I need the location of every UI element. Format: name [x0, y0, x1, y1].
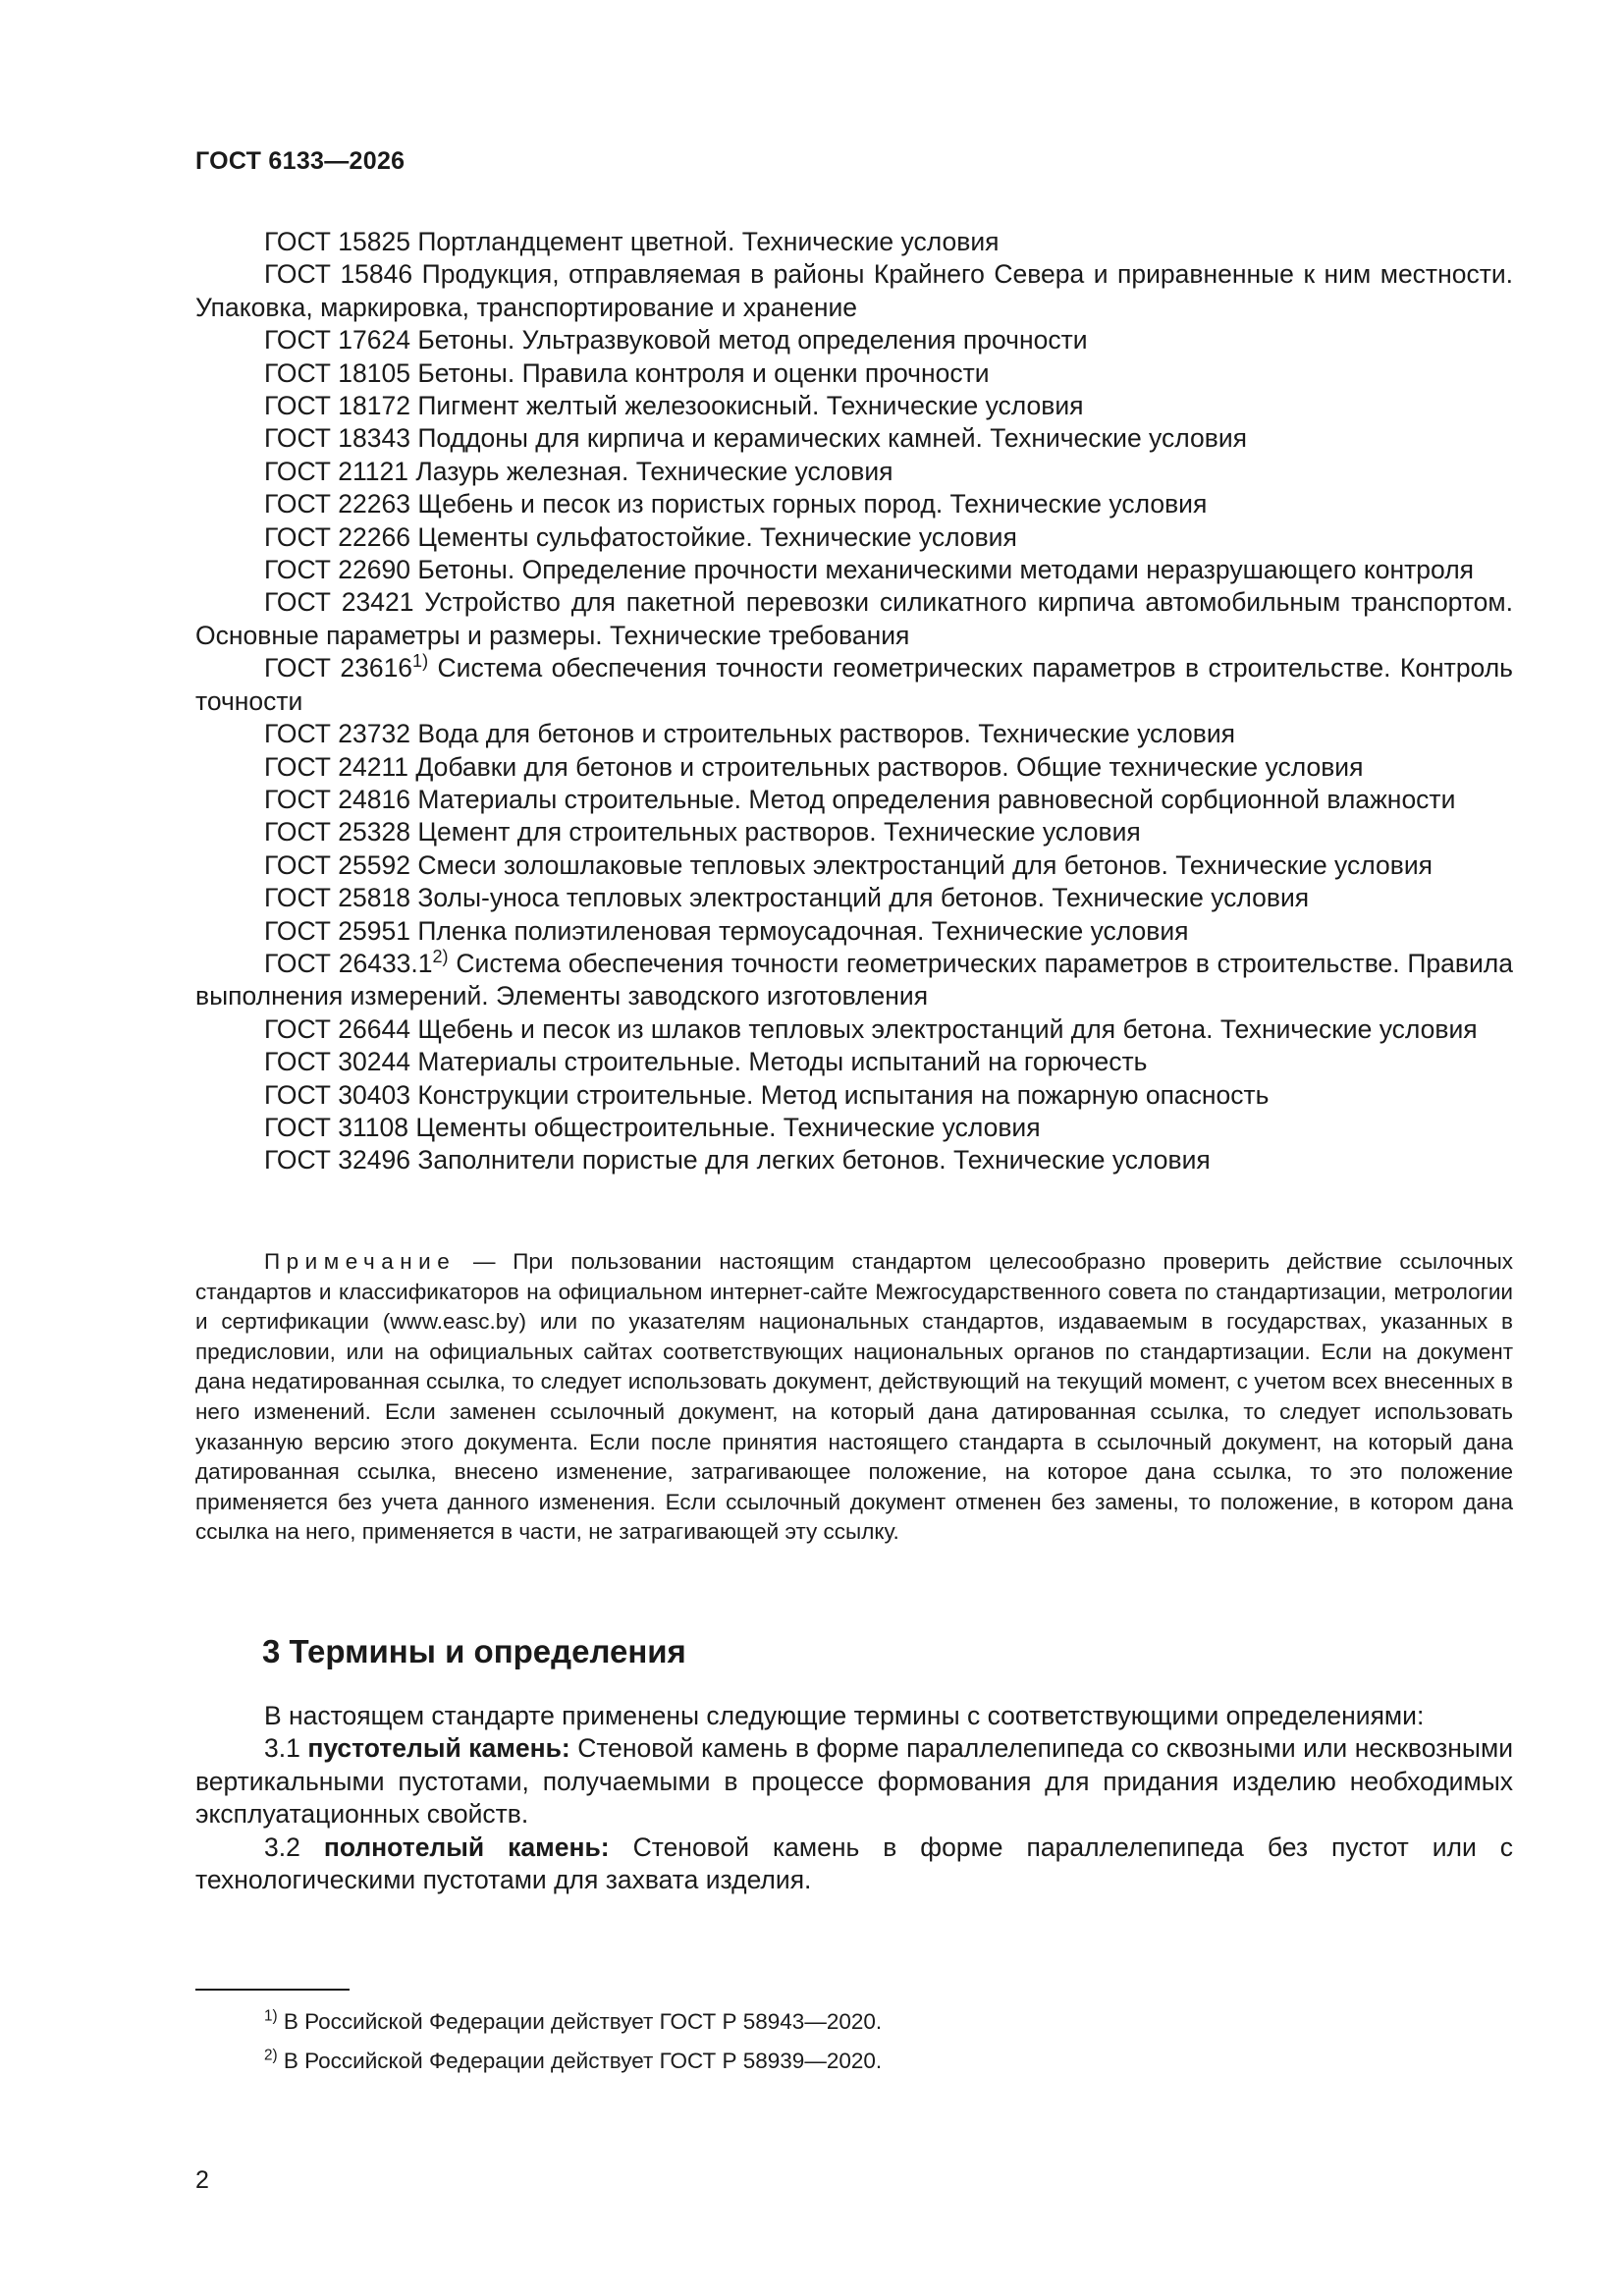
reference-item: ГОСТ 26644 Щебень и песок из шлаков тепловых электростанций для бетона. Технические условия: [264, 1013, 1478, 1044]
term-name: пустотелый камень:: [307, 1733, 570, 1764]
reference-item: ГОСТ 25951 Пленка полиэтиленовая термоусадочная. Технические условия: [264, 915, 1189, 946]
footnote-ref: 1): [412, 651, 429, 672]
footnote: $^{1)}$ В Российской Федерации действует ГОСТ Р 58943—2020.: [264, 2007, 883, 2034]
note-block: [195, 1247, 1513, 1548]
reference-item: ГОСТ 17624 Бетоны. Ультразвуковой метод определения прочности: [264, 325, 1088, 355]
reference-item: ГОСТ 21121 Лазурь железная. Технические условия: [264, 456, 893, 486]
reference-item: ГОСТ 15825 Портландцемент цветной. Технические условия: [264, 227, 1000, 256]
reference-item: ГОСТ 31108 Цементы общестроительные. Технические условия: [264, 1112, 1041, 1142]
reference-item: ГОСТ 18172 Пигмент желтый железоокисный. Технические условия: [264, 391, 1084, 421]
reference-item: ГОСТ 22690 Бетоны. Определение прочности механическими методами неразрушающего контроля: [264, 555, 1475, 585]
section-3-heading: 3 Термины и определения: [262, 1633, 686, 1669]
note-label: Примечание: [264, 1249, 457, 1274]
reference-item: ГОСТ 15846 Продукция, отправляемая в районы Крайнего Севера и приравненные к ним местности. Упаковка, маркировка, транспортирование и хранение: [195, 259, 1513, 322]
term-entry: 3.1 пустотелый камень: Стеновой камень в форме параллелепипеда со сквозными или несквозными вертикальными пустотами, получаемыми в процессе формования для придания изделию необходимых эксплуатационных свойств.: [195, 1733, 1513, 1830]
reference-item: ГОСТ 25328 Цемент для строительных растворов. Технические условия: [264, 817, 1141, 847]
terms-section: [195, 1700, 1513, 1896]
footnotes: [264, 2006, 882, 2085]
reference-item: ГОСТ 24211 Добавки для бетонов и строительных растворов. Общие технические условия: [264, 751, 1364, 782]
reference-item: ГОСТ 22266 Цементы сульфатостойкие. Технические условия: [264, 521, 1017, 552]
reference-item: ГОСТ 24816 Материалы строительные. Метод определения равновесной сорбционной влажности: [264, 784, 1456, 814]
reference-item: ГОСТ 30244 Материалы строительные. Методы испытаний на горючесть: [264, 1047, 1148, 1077]
reference-item: ГОСТ 23421 Устройство для пакетной перевозки силикатного кирпича автомобильным транспортом. Основные параметры и размеры. Технические требования: [195, 587, 1513, 650]
reference-item: ГОСТ 32496 Заполнители пористые для легких бетонов. Технические условия: [264, 1145, 1211, 1175]
page-number: 2: [195, 2166, 209, 2194]
reference-item: ГОСТ 23616$^{1)}$ Система обеспечения точности геометрических параметров в строительстве. Контроль точности: [195, 651, 1513, 716]
reference-item: ГОСТ 25592 Смеси золошлаковые тепловых электростанций для бетонов. Технические условия: [264, 849, 1433, 880]
normative-references-list: [195, 226, 1513, 1177]
reference-item: ГОСТ 22263 Щебень и песок из пористых горных пород. Технические условия: [264, 489, 1208, 519]
footnote-ref: 2): [432, 947, 449, 967]
term-entry: 3.2 полнотелый камень: Стеновой камень в форме параллелепипеда без пустот или с технологическими пустотами для захвата изделия.: [195, 1831, 1513, 1895]
reference-item: ГОСТ 18105 Бетоны. Правила контроля и оценки прочности: [264, 357, 990, 388]
reference-item: ГОСТ 18343 Поддоны для кирпича и керамических камней. Технические условия: [264, 423, 1247, 454]
reference-item: ГОСТ 25818 Золы-уноса тепловых электростанций для бетонов. Технические условия: [264, 883, 1310, 913]
reference-item: ГОСТ 30403 Конструкции строительные. Метод испытания на пожарную опасность: [264, 1079, 1270, 1110]
term-name: полнотелый камень:: [323, 1831, 610, 1862]
footnote-separator: [195, 1989, 350, 1991]
reference-item: ГОСТ 23732 Вода для бетонов и строительных растворов. Технические условия: [264, 719, 1236, 749]
terms-intro: В настоящем стандарте применены следующие термины с соответствующими определениями:: [264, 1701, 1425, 1730]
reference-item: ГОСТ 26433.1$^{2)}$ Система обеспечения точности геометрических параметров в строительстве. Правила выполнения измерений. Элементы заводского изготовления: [195, 947, 1513, 1011]
note-text: — При пользовании настоящим стандартом целесообразно проверить действие ссылочных стандартов и классификаторов на официальном интернет-сайте Межгосударственного совета по стандартизации, метрологии и сертификации (www.easc.by) или по указателям национальных стандартов, издаваемым в государствах, указанных в предисловии, или на официальных сайтах соответствующих национальных органов по стандартизации. Если на документ дана недатированная ссылка, то следует использовать документ, действующий на текущий момент, с учетом всех внесенных в него изменений. Если заменен ссылочный документ, на который дана датированная ссылка, то следует использовать указанную версию этого документа. Если после принятия настоящего стандарта в ссылочный документ, на который дана датированная ссылка, внесено изменение, затрагивающее положение, на которое дана ссылка, то это положение применяется без учета данного изменения. Если ссылочный документ отменен без замены, то положение, в котором дана ссылка на него, применяется в части, не затрагивающей эту ссылку.: [195, 1249, 1513, 1545]
document-header: ГОСТ 6133—2026: [195, 147, 406, 175]
footnote: $^{2)}$ В Российской Федерации действует ГОСТ Р 58939—2020.: [264, 2047, 883, 2073]
